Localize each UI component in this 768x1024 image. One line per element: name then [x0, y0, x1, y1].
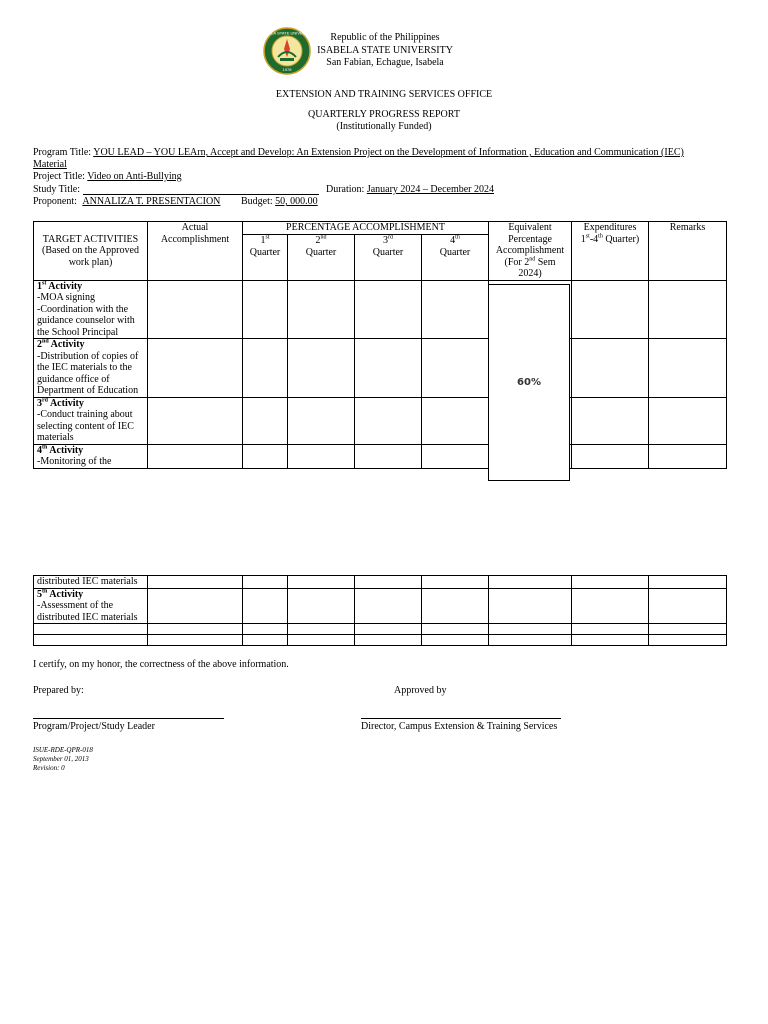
exp-range-end-sup: th	[598, 233, 603, 240]
duration-value: January 2024 – December 2024	[366, 184, 495, 195]
table-cell	[572, 624, 649, 635]
table-row-activity-5	[34, 588, 727, 624]
university-address: San Fabian, Echague, Isabela	[326, 57, 444, 68]
study-title-value	[83, 183, 319, 195]
activity-3-num: 3	[37, 397, 42, 409]
table-cell	[489, 588, 572, 624]
table-cell	[355, 444, 422, 468]
table-cell	[34, 635, 148, 646]
activity-2-cell	[34, 339, 148, 398]
header-actual-accomplishment: Actual Accomplishment	[148, 222, 243, 281]
activity-5-cell: 5th Activity -Assessment of the distributed IEC materials	[34, 588, 148, 624]
program-title-value: YOU LEAD – YOU LEArn, Accept and Develop: An Extension Project on the Development of Information , Education and Communication (IEC)	[93, 147, 684, 158]
prepared-by-label: Prepared by:	[33, 685, 84, 696]
proponent-row	[33, 196, 223, 207]
republic-line: Republic of the Philippines	[330, 32, 440, 43]
table-cell	[572, 635, 649, 646]
table-cell	[355, 624, 422, 635]
table-cell	[148, 624, 243, 635]
activity-5-line-1: -Assessment of the distributed IEC materials	[37, 600, 138, 623]
table-cell	[355, 576, 422, 589]
table-cell	[422, 397, 489, 444]
table-cell	[288, 576, 355, 589]
table-row-activity-3	[34, 397, 727, 444]
activity-4-line-1: -Monitoring of the	[37, 456, 112, 467]
table-cell	[489, 635, 572, 646]
university-name: ISABELA STATE UNIVERSITY	[317, 44, 453, 56]
table-cell	[649, 576, 727, 589]
header-equivalent-percentage	[489, 222, 572, 281]
table-row-activity-4	[34, 444, 727, 468]
table-cell	[649, 339, 727, 398]
header-equivalent-sem-sup: nd	[529, 256, 536, 263]
table-cell	[148, 280, 243, 339]
activity-4-word: Activity	[49, 444, 84, 456]
activity-4-num: 4	[37, 444, 42, 456]
budget-value: 50, 000.00	[275, 196, 318, 207]
table-row-empty	[34, 635, 727, 646]
table-cell	[243, 624, 288, 635]
q4-word: Quarter	[439, 246, 471, 258]
table-row-activity-1	[34, 280, 727, 339]
q1-num: 1	[260, 235, 266, 247]
header-quarter-2	[288, 235, 355, 280]
q3-num: 3	[383, 235, 388, 247]
activity-3-line-1: -Conduct training about selecting content of IEC materials	[37, 409, 134, 443]
table-cell	[243, 397, 288, 444]
accomplishment-table	[33, 221, 727, 469]
proponent-value: ANNALIZA T. PRESENTACION	[82, 196, 221, 207]
table-cell	[422, 280, 489, 339]
activity-3-word: Activity	[49, 397, 84, 409]
program-title-row	[33, 147, 733, 159]
table-cell	[649, 444, 727, 468]
prepared-signatory-title: Program/Project/Study Leader	[33, 721, 155, 732]
table-row-empty	[34, 624, 727, 635]
budget-label: Budget:	[241, 196, 273, 207]
q3-sup: rd	[388, 234, 393, 241]
activity-2-sup: nd	[42, 338, 49, 345]
activity-1-num: 1	[37, 280, 42, 292]
percentage-overlay-value: 60%	[517, 377, 541, 388]
table-cell	[148, 635, 243, 646]
table-cell	[572, 576, 649, 589]
office-title: EXTENSION AND TRAINING SERVICES OFFICE	[275, 89, 493, 100]
activity-1-word: Activity	[48, 280, 83, 292]
table-cell	[489, 576, 572, 589]
q2-sup: nd	[320, 234, 327, 241]
table-cell	[243, 280, 288, 339]
exp-range-start-sup: st	[585, 233, 590, 240]
table-cell	[649, 397, 727, 444]
duration-label: Duration:	[326, 184, 365, 195]
activity-4-sup: th	[42, 444, 48, 451]
program-title-value-cont: Material	[33, 159, 67, 170]
table-cell	[355, 339, 422, 398]
table-cell	[422, 588, 489, 624]
q3-word: Quarter	[372, 246, 404, 258]
header-target-activities	[34, 222, 148, 281]
q1-sup: st	[265, 234, 270, 241]
table-cell	[288, 280, 355, 339]
q1-word: Quarter	[249, 246, 281, 258]
table-cell	[148, 444, 243, 468]
table-cell	[649, 635, 727, 646]
table-cell	[148, 576, 243, 589]
project-title-row	[33, 171, 182, 182]
exp-range-start: 1	[580, 233, 586, 245]
header-target-title: TARGET ACTIVITIES	[42, 233, 139, 245]
table-cell	[649, 280, 727, 339]
duration-row	[326, 184, 494, 195]
table-cell	[572, 280, 649, 339]
table-cell	[355, 397, 422, 444]
table-row-activity-2	[34, 339, 727, 398]
activity-4-cont-cell: distributed IEC materials	[34, 576, 148, 589]
table-cell	[422, 444, 489, 468]
table-cell	[148, 397, 243, 444]
table-cell	[243, 339, 288, 398]
study-title-label: Study Title:	[33, 184, 80, 195]
table-cell	[355, 635, 422, 646]
program-title-label: Program Title:	[33, 147, 92, 158]
table-row-activity-4-cont	[34, 576, 727, 589]
budget-row	[241, 196, 318, 207]
header-expenditures-range	[575, 234, 645, 246]
table-cell	[288, 339, 355, 398]
q4-num: 4	[450, 235, 456, 247]
table-header-row-1	[34, 222, 727, 235]
accomplishment-table-continued	[33, 575, 727, 646]
activity-1-cell	[34, 280, 148, 339]
document-revision: Revision: 0	[33, 764, 65, 772]
exp-range-suffix: Quarter)	[602, 233, 640, 245]
table-cell	[572, 588, 649, 624]
activity-2-line-1: -Distribution of copies of the IEC materials to the guidance office of Department of Education	[37, 350, 139, 396]
activity-1-line-2: -Coordination with the guidance counselor with the School Principal	[37, 303, 135, 338]
table-cell	[243, 635, 288, 646]
table-cell	[288, 444, 355, 468]
table-cell	[489, 624, 572, 635]
header-expenditures	[572, 222, 649, 281]
table-cell	[572, 339, 649, 398]
header-quarter-3	[355, 235, 422, 280]
table-cell	[649, 624, 727, 635]
report-title: QUARTERLY PROGRESS REPORT	[308, 109, 460, 120]
percentage-overlay-box	[488, 284, 570, 481]
approved-signature-line	[361, 718, 561, 719]
certification-statement: I certify, on my honor, the correctness of the above information.	[33, 659, 289, 670]
header-remarks: Remarks	[649, 222, 727, 281]
table-cell	[355, 280, 422, 339]
document-date: September 01, 2013	[33, 755, 89, 763]
table-cell	[148, 588, 243, 624]
q2-num: 2	[315, 235, 321, 247]
table-cell	[243, 576, 288, 589]
activity-5-word: Activity	[49, 588, 84, 600]
table-cell	[34, 624, 148, 635]
table-cell	[288, 624, 355, 635]
approved-signatory-title: Director, Campus Extension & Training Services	[361, 721, 558, 732]
seal-year-text: 1978	[282, 67, 292, 72]
table-cell	[572, 397, 649, 444]
table-cell	[288, 635, 355, 646]
document-code: ISUE-RDE-QPR-018	[33, 746, 93, 754]
activity-4-cell	[34, 444, 148, 468]
document-control-block	[33, 746, 93, 773]
activity-3-sup: rd	[42, 397, 48, 404]
table-cell	[422, 576, 489, 589]
activity-3-cell	[34, 397, 148, 444]
table-cell	[422, 339, 489, 398]
header-equivalent-sem-suffix: Sem 2024)	[518, 256, 556, 279]
table-cell	[572, 444, 649, 468]
table-cell	[243, 588, 288, 624]
header-target-subtitle: (Based on the Approved work plan)	[42, 245, 139, 268]
table-cell	[649, 588, 727, 624]
project-title-label: Project Title:	[33, 171, 85, 182]
activity-2-num: 2	[37, 339, 42, 350]
exp-range-end: -4	[589, 233, 599, 245]
table-cell	[148, 339, 243, 398]
header-equivalent-text: Equivalent Percentage Accomplishment	[495, 222, 565, 256]
table-cell	[422, 635, 489, 646]
header-percentage-accomplishment: PERCENTAGE ACCOMPLISHMENT	[243, 222, 489, 235]
activity-2-word: Activity	[50, 339, 85, 350]
funding-note: (Institutionally Funded)	[336, 121, 432, 132]
table-cell	[288, 397, 355, 444]
prepared-signature-line	[33, 718, 224, 719]
header-quarter-1	[243, 235, 288, 280]
table-cell	[243, 444, 288, 468]
header-quarter-4	[422, 235, 489, 280]
approved-by-label: Approved by	[394, 685, 447, 696]
letterhead	[300, 32, 470, 70]
activity-1-sup: st	[42, 280, 47, 287]
header-equivalent-sem-prefix: (For 2	[504, 256, 530, 268]
q2-word: Quarter	[305, 246, 337, 258]
table-cell	[355, 588, 422, 624]
header-expenditures-title: Expenditures	[583, 222, 637, 233]
proponent-label: Proponent:	[33, 196, 77, 207]
seal-ring-text: ISABELA STATE UNIVERSITY	[259, 30, 315, 36]
q4-sup: th	[455, 234, 460, 241]
table-cell	[288, 588, 355, 624]
activity-1-line-1: -MOA signing	[37, 292, 96, 303]
project-title-value: Video on Anti-Bullying	[87, 171, 182, 182]
table-cell	[422, 624, 489, 635]
